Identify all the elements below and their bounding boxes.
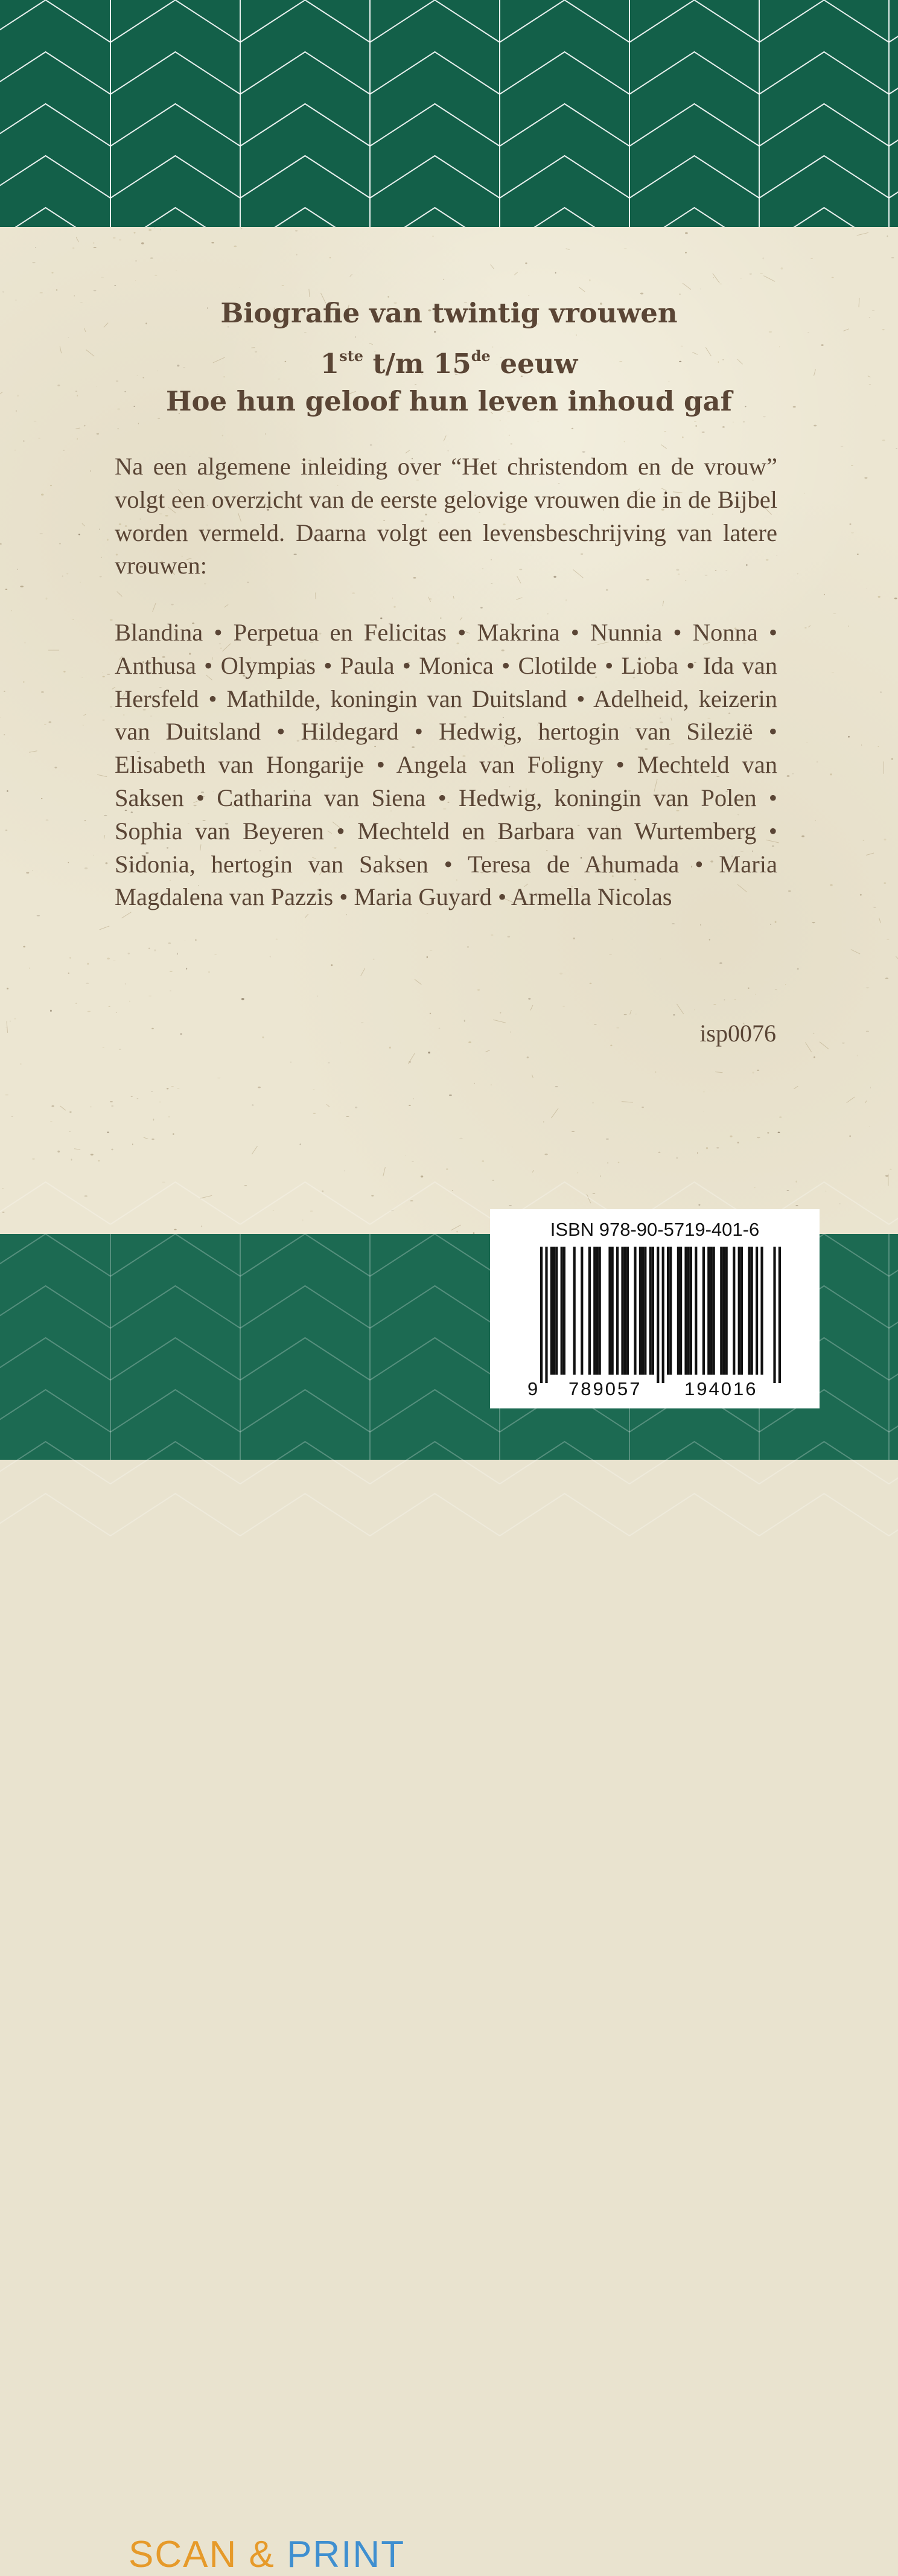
barcode — [490, 1209, 820, 1408]
names-list: Blandina • Perpetua en Felicitas • Makrina • Nunnia • Nonna • Anthusa • Olympias • Paula • Monica • Clotilde • Lioba • Ida van Hersfeld • Mathilde, koningin van Duitsland • Adelheid, keizerin van Duitsland • Hildegard • Hedwig, hertogin van Silezië • Elisabeth van Hongarije • Angela van Foligny • Mechteld van Saksen • Catharina van Siena • Hedwig, koningin van Polen • Sophia van Beyeren • Mechteld en Barbara van Wurtemberg • Sidonia, hertogin van Saksen • Teresa de Ahumada • Maria Magdalena van Pazzis • Maria Guyard • Armella Nicolas — [115, 616, 777, 914]
heading-line-2: 1ste t/m 15de eeuw — [0, 349, 898, 377]
barcode-digits-left: 789057 — [568, 1378, 642, 1400]
intro-paragraph: Na een algemene inleiding over “Het christendom en de vrouw” volgt een overzicht van de eerste gelovige vrouwen die in de Bijbel worden vermeld. Daarna volgt een levensbeschrijving van latere vrouwen: — [115, 450, 777, 583]
chevron-pattern — [0, 0, 898, 227]
publisher-logo: SCAN & PRINT — [129, 2533, 405, 2576]
catalog-code: isp0076 — [699, 1019, 776, 1047]
barcode-digit-first: 9 — [527, 1378, 540, 1400]
barcode-digits-right: 194016 — [684, 1378, 757, 1400]
isbn-label: ISBN 978-90-5719-401-6 — [490, 1219, 820, 1241]
heading-line-3: Hoe hun geloof hun leven inhoud gaf — [0, 388, 898, 415]
heading-line-1: Biografie van twintig vrouwen — [0, 299, 898, 327]
top-chevron-band — [0, 0, 898, 227]
